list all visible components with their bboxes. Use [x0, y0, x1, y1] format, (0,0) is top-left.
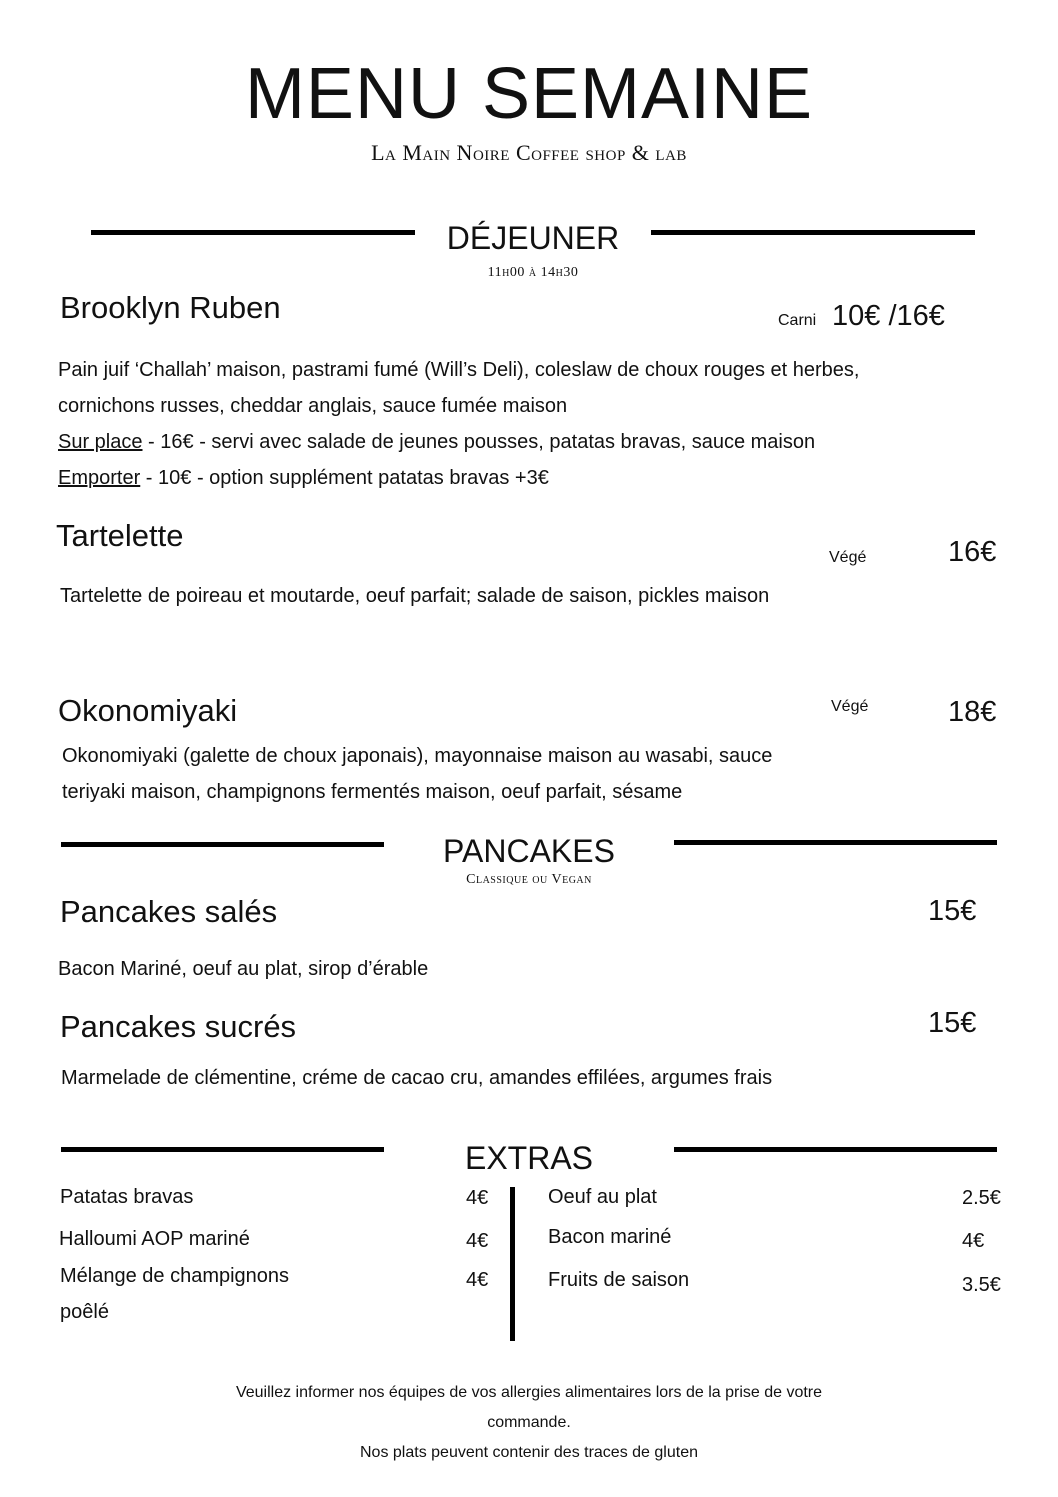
menu-subtitle: La Main Noire Coffee shop & lab — [371, 140, 687, 165]
option-label-surplace: Sur place — [58, 431, 143, 453]
option-text-surplace: - 16€ - servi avec salade de jeunes pousses, patatas bravas, sauce maison — [142, 431, 816, 453]
dish-option-emporter — [58, 460, 1018, 496]
option-text-emporter: - 10€ - option supplément patatas bravas +3€ — [140, 467, 549, 489]
extra-item-name: Fruits de saison — [548, 1269, 690, 1291]
extra-item-price: 4€ — [962, 1230, 985, 1252]
dish-price: 15€ — [928, 895, 977, 927]
section-title-dejeuner: DÉJEUNER — [446, 220, 620, 256]
dish-description — [62, 738, 962, 810]
dish-price: 16€ — [948, 536, 997, 568]
dish-tag: Végé — [829, 549, 867, 566]
dish-description-line: teriyaki maison, champignons fermentés maison, oeuf parfait, sésame — [62, 781, 683, 803]
extra-item-name: Halloumi AOP mariné — [59, 1228, 250, 1250]
extra-item-price: 4€ — [466, 1269, 489, 1291]
dish-description: Tartelette de poireau et moutarde, oeuf parfait; salade de saison, pickles maison — [60, 585, 770, 607]
extras-divider — [510, 1187, 515, 1341]
extra-item-name: Patatas bravas — [60, 1186, 194, 1208]
extra-item-name: Bacon mariné — [548, 1226, 672, 1248]
dish-tag: Végé — [831, 698, 869, 715]
extra-item-name-line: poêlé — [60, 1301, 109, 1323]
section-title-extras: EXTRAS — [464, 1140, 594, 1176]
dish-option-surplace — [58, 424, 1018, 460]
section-rule-right — [674, 840, 997, 845]
dish-price: 10€ /16€ — [832, 300, 945, 332]
dish-name: Brooklyn Ruben — [60, 290, 281, 325]
section-rule-left — [61, 1147, 384, 1152]
section-rule-right — [651, 230, 975, 235]
section-rule-left — [61, 842, 384, 847]
section-rule-right — [674, 1147, 997, 1152]
pancakes-subtitle: Classique ou Vegan — [466, 872, 592, 887]
dish-name: Pancakes sucrés — [60, 1009, 297, 1044]
menu-title: MENU SEMAINE — [244, 54, 814, 134]
extra-item-price: 3.5€ — [962, 1274, 1001, 1296]
extra-item-name — [60, 1258, 289, 1330]
extra-item-price: 4€ — [466, 1187, 489, 1209]
dish-description: Marmelade de clémentine, créme de cacao cru, amandes effilées, argumes frais — [61, 1067, 773, 1089]
dish-name: Pancakes salés — [60, 894, 278, 929]
dish-description-line: Okonomiyaki (galette de choux japonais), mayonnaise maison au wasabi, sauce — [62, 745, 773, 767]
allergy-notice — [0, 1378, 1058, 1468]
dish-price: 18€ — [948, 696, 997, 728]
option-label-emporter: Emporter — [58, 467, 141, 489]
dish-description — [58, 352, 1018, 496]
dish-name: Tartelette — [56, 518, 184, 553]
dish-description: Bacon Mariné, oeuf au plat, sirop d’érable — [58, 958, 429, 980]
extra-item-price: 4€ — [466, 1230, 489, 1252]
dish-tag: Carni — [778, 312, 817, 329]
extra-item-name: Oeuf au plat — [548, 1186, 657, 1208]
dejeuner-hours: 11h00 à 14h30 — [487, 265, 579, 280]
section-title-pancakes: PANCAKES — [443, 833, 615, 869]
footer-line: Veuillez informer nos équipes de vos allergies alimentaires lors de la prise de votre — [235, 1384, 823, 1401]
dish-description-line: cornichons russes, cheddar anglais, sauce fumée maison — [58, 395, 568, 417]
dish-description-line: Pain juif ‘Challah’ maison, pastrami fumé (Will’s Deli), coleslaw de choux rouges et herbes, — [58, 359, 860, 381]
footer-line: commande. — [487, 1414, 571, 1431]
footer-line: Nos plats peuvent contenir des traces de gluten — [360, 1444, 698, 1461]
extra-item-name-line: Mélange de champignons — [60, 1265, 290, 1287]
section-rule-left — [91, 230, 415, 235]
extra-item-price: 2.5€ — [962, 1187, 1001, 1209]
dish-price: 15€ — [928, 1007, 977, 1039]
dish-name: Okonomiyaki — [58, 693, 238, 728]
